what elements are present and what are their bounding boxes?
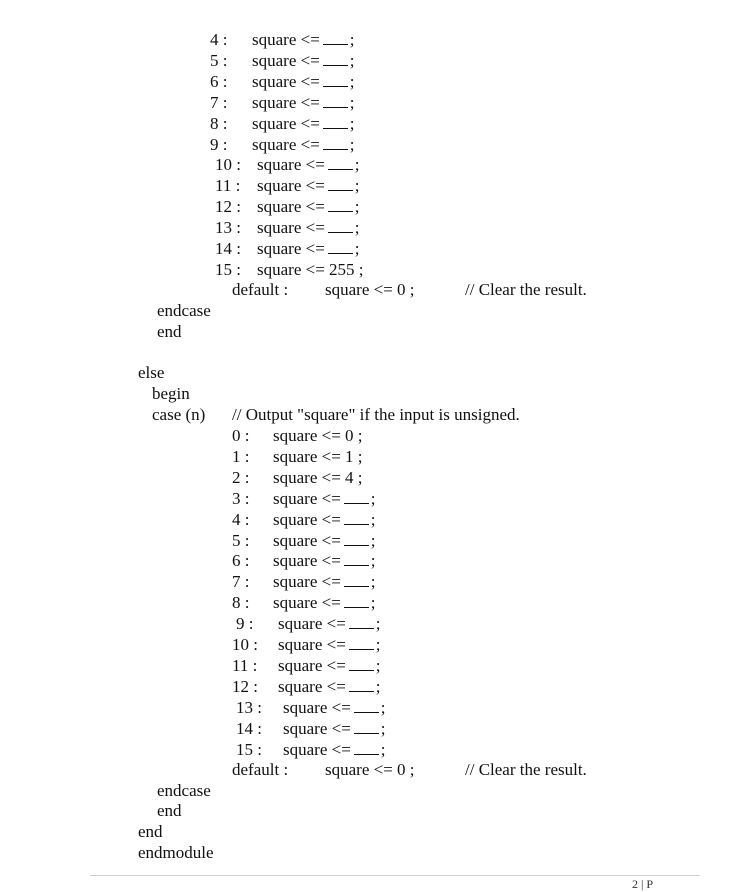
statement-text: square <=	[252, 113, 320, 133]
fill-in-blank	[328, 156, 353, 170]
case-number: 12 :	[215, 197, 241, 217]
semicolon: ;	[375, 676, 381, 696]
semicolon: ;	[354, 155, 360, 175]
case-statement	[278, 614, 381, 634]
case-statement	[283, 698, 386, 718]
case-statement	[278, 656, 381, 676]
semicolon: ;	[349, 30, 355, 49]
case-number: 13 :	[215, 218, 241, 238]
statement-text: square <=	[257, 197, 325, 217]
semicolon: ;	[349, 134, 355, 154]
fill-in-blank	[328, 198, 353, 212]
semicolon: ;	[349, 113, 355, 133]
case-statement	[273, 426, 363, 446]
footer-divider	[90, 875, 700, 876]
case-number: 14 :	[215, 239, 241, 258]
case-number: 2 :	[232, 467, 250, 487]
statement-text: square <=	[252, 134, 320, 154]
semicolon: ;	[349, 50, 355, 70]
case-keyword: case (n)	[152, 405, 206, 424]
case-number: 8 :	[232, 593, 250, 613]
case-statement	[273, 489, 376, 509]
case-statement	[252, 114, 355, 134]
endmodule-keyword: endmodule	[138, 843, 214, 862]
semicolon: ;	[354, 239, 360, 258]
semicolon: ;	[380, 739, 386, 759]
case-statement	[273, 593, 376, 613]
case-number: 5 :	[232, 530, 250, 550]
case-number: 7 :	[210, 92, 228, 112]
statement-text: square <=	[283, 718, 351, 738]
fill-in-blank	[344, 552, 369, 566]
semicolon: ;	[370, 593, 376, 613]
case-number: 10 :	[232, 635, 258, 654]
fill-in-blank	[349, 636, 374, 650]
statement-text: square <=	[278, 655, 346, 675]
statement-text: square <=	[273, 572, 341, 592]
case-statement	[257, 197, 360, 217]
statement-text: square <=	[257, 218, 325, 238]
case-statement	[273, 447, 363, 467]
fill-in-blank	[349, 678, 374, 692]
fill-in-blank	[354, 720, 379, 734]
case-statement	[278, 677, 381, 697]
case-number: 3 :	[232, 488, 250, 508]
else-keyword: else	[138, 363, 165, 382]
case-number: 13 :	[236, 697, 262, 717]
statement-text: square <= 1 ;	[273, 446, 363, 466]
case-number: 12 :	[232, 676, 258, 696]
fill-in-blank	[349, 657, 374, 671]
endcase-keyword: endcase	[157, 781, 211, 800]
case-number: 11 :	[215, 176, 241, 196]
end-keyword: end	[157, 322, 182, 341]
semicolon: ;	[375, 614, 381, 634]
case-statement	[273, 551, 376, 571]
case-number: 10 :	[215, 155, 241, 175]
semicolon: ;	[349, 92, 355, 112]
fill-in-blank	[323, 31, 348, 45]
semicolon: ;	[349, 71, 355, 91]
fill-in-blank	[323, 73, 348, 87]
case-statement	[273, 572, 376, 592]
case-statement	[283, 740, 386, 760]
statement-text: square <= 255 ;	[257, 259, 364, 279]
semicolon: ;	[370, 530, 376, 550]
statement-text: square <= 4 ;	[273, 467, 363, 487]
semicolon: ;	[380, 697, 386, 717]
default-comment: // Clear the result.	[465, 760, 587, 779]
statement-text: square <=	[252, 92, 320, 112]
statement-text: square <=	[273, 593, 341, 613]
case-statement	[252, 135, 355, 155]
fill-in-blank	[328, 177, 353, 191]
fill-in-blank	[344, 594, 369, 608]
default-comment: // Clear the result.	[465, 280, 587, 299]
case-number: 9 :	[236, 614, 254, 634]
case-number: 8 :	[210, 113, 228, 133]
semicolon: ;	[354, 176, 360, 196]
semicolon: ;	[354, 218, 360, 238]
case-statement	[257, 218, 360, 238]
semicolon: ;	[370, 509, 376, 529]
case-number: 11 :	[232, 655, 258, 675]
statement-text: square <=	[273, 509, 341, 529]
statement-text: square <=	[273, 488, 341, 508]
case-statement	[257, 176, 360, 196]
case-number: 15 :	[215, 259, 241, 279]
page-number: 2 | P	[632, 877, 654, 891]
semicolon: ;	[370, 551, 376, 571]
case-number: 14 :	[236, 718, 262, 738]
case-statement	[257, 239, 360, 259]
statement-text: square <=	[278, 614, 346, 634]
default-statement: square <= 0 ;	[325, 280, 415, 299]
case-number: 6 :	[210, 71, 228, 91]
semicolon: ;	[380, 718, 386, 738]
case-number: 1 :	[232, 446, 250, 466]
statement-text: square <=	[252, 50, 320, 70]
fill-in-blank	[323, 115, 348, 129]
case-statement	[257, 260, 364, 280]
case-comment: // Output "square" if the input is unsigned.	[232, 405, 520, 424]
case-number: 4 :	[210, 30, 228, 49]
statement-text: square <=	[257, 176, 325, 196]
case-statement	[252, 93, 355, 113]
case-statement	[252, 30, 355, 50]
case-statement	[252, 72, 355, 92]
fill-in-blank	[323, 94, 348, 108]
case-number: 5 :	[210, 50, 228, 70]
end-keyword: end	[157, 801, 182, 820]
case-statement	[278, 635, 381, 655]
case-statement	[252, 51, 355, 71]
case-statement	[273, 468, 363, 488]
case-statement	[273, 531, 376, 551]
statement-text: square <=	[257, 155, 325, 175]
statement-text: square <=	[283, 697, 351, 717]
endcase-keyword: endcase	[157, 301, 211, 320]
fill-in-blank	[354, 741, 379, 755]
statement-text: square <= 0 ;	[273, 426, 363, 445]
fill-in-blank	[349, 615, 374, 629]
statement-text: square <=	[252, 30, 320, 49]
default-statement: square <= 0 ;	[325, 760, 415, 779]
begin-keyword: begin	[152, 384, 190, 403]
statement-text: square <=	[273, 551, 341, 571]
fill-in-blank	[344, 573, 369, 587]
case-number: 0 :	[232, 426, 250, 445]
case-number: 15 :	[236, 739, 262, 759]
default-label: default :	[232, 760, 289, 779]
fill-in-blank	[344, 511, 369, 525]
case-statement	[273, 510, 376, 530]
fill-in-blank	[344, 532, 369, 546]
case-number: 9 :	[210, 134, 228, 154]
semicolon: ;	[370, 488, 376, 508]
semicolon: ;	[354, 197, 360, 217]
fill-in-blank	[344, 490, 369, 504]
semicolon: ;	[370, 572, 376, 592]
fill-in-blank	[323, 136, 348, 150]
fill-in-blank	[354, 699, 379, 713]
case-statement	[283, 719, 386, 739]
semicolon: ;	[375, 655, 381, 675]
statement-text: square <=	[283, 739, 351, 759]
statement-text: square <=	[273, 530, 341, 550]
statement-text: square <=	[278, 635, 346, 654]
fill-in-blank	[323, 52, 348, 66]
statement-text: square <=	[278, 676, 346, 696]
case-number: 7 :	[232, 572, 250, 592]
statement-text: square <=	[257, 239, 325, 258]
case-number: 4 :	[232, 509, 250, 529]
fill-in-blank	[328, 219, 353, 233]
semicolon: ;	[375, 635, 381, 654]
case-statement	[257, 155, 360, 175]
statement-text: square <=	[252, 71, 320, 91]
fill-in-blank	[328, 240, 353, 254]
default-label: default :	[232, 280, 289, 299]
case-number: 6 :	[232, 551, 250, 571]
end-keyword: end	[138, 822, 163, 841]
